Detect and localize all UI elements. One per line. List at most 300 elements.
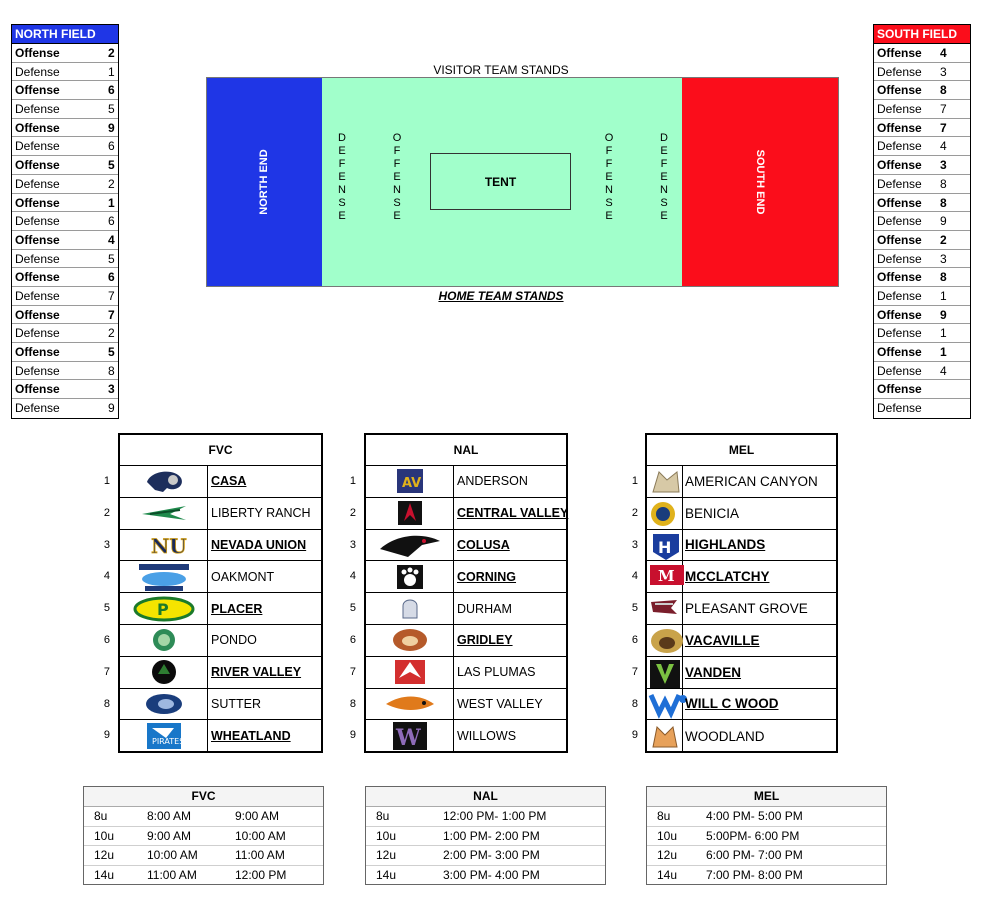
schedule-table-fvc <box>83 786 324 885</box>
rotation-label: Defense <box>15 251 60 266</box>
south-offense-zone-label <box>604 132 614 223</box>
north-end-label: NORTH END <box>258 149 270 215</box>
team-rank: 3 <box>103 538 110 551</box>
schedule-row <box>366 866 605 885</box>
redhawk-icon <box>378 531 442 559</box>
home-stands-label: HOME TEAM STANDS <box>438 289 564 303</box>
end-time: 12:00 PM <box>235 867 287 882</box>
rotation-number: 7 <box>940 102 947 117</box>
rotation-label: Offense <box>15 158 60 173</box>
paw-icon <box>395 563 425 591</box>
rams-icon <box>141 468 187 494</box>
rotation-label: Defense <box>15 139 60 154</box>
rotation-number: 7 <box>108 288 115 303</box>
husky-icon <box>144 692 184 716</box>
rotation-row <box>874 362 970 381</box>
team-name: AMERICAN CANYON <box>685 473 818 489</box>
team-name: WILLOWS <box>457 729 517 744</box>
rotation-label: Offense <box>15 345 60 359</box>
rotation-number: 6 <box>108 270 115 285</box>
rotation-number: 8 <box>108 363 115 378</box>
thunderbird-icon <box>393 658 427 686</box>
team-row <box>366 689 566 721</box>
rotation-row <box>874 100 970 119</box>
wolf-icon <box>647 466 683 497</box>
pirates-icon <box>120 720 208 752</box>
bulldogs-icon <box>649 627 681 653</box>
team-row <box>366 720 566 752</box>
team-row <box>120 498 321 530</box>
schedule-row <box>647 827 886 847</box>
team-row <box>647 657 836 689</box>
team-rank: 2 <box>349 506 356 519</box>
rotation-label: Defense <box>877 363 922 378</box>
north-offense-zone-label <box>392 132 402 223</box>
rotation-label: Defense <box>15 214 60 229</box>
age-group: 12u <box>94 848 115 862</box>
zone-letter: S <box>338 197 346 209</box>
team-row <box>120 561 321 593</box>
paw-icon <box>366 561 454 592</box>
rotation-number: 2 <box>108 46 115 60</box>
age-group: 12u <box>376 848 397 862</box>
time-range: 2:00 PM- 3:00 PM <box>443 848 540 862</box>
redhawk-icon <box>366 530 454 561</box>
team-row <box>366 561 566 593</box>
rotation-row <box>12 287 118 306</box>
schedule-row <box>84 807 323 827</box>
zone-letter: O <box>604 132 614 144</box>
rotation-number: 3 <box>108 382 115 397</box>
falcons-icon <box>396 499 424 527</box>
team-row <box>647 720 836 752</box>
team-rank: 5 <box>103 602 110 615</box>
team-name: BENICIA <box>685 505 740 521</box>
rotation-row <box>874 63 970 82</box>
team-rank: 6 <box>103 634 110 646</box>
zone-letter: F <box>393 158 401 170</box>
zone-letter: F <box>660 158 668 170</box>
team-rank: 9 <box>631 729 638 742</box>
team-row <box>120 530 321 562</box>
team-rank: 7 <box>103 665 110 678</box>
rotation-label: Offense <box>877 307 922 322</box>
north-field-title: NORTH FIELD <box>12 25 118 44</box>
tent-box <box>430 153 571 210</box>
rotation-row <box>12 81 118 100</box>
rotation-row <box>874 231 970 250</box>
league-table-fvc <box>118 433 323 753</box>
svg-text:AV: AV <box>401 476 421 492</box>
south-field-title: SOUTH FIELD <box>874 25 970 44</box>
rotation-label: Offense <box>15 382 60 397</box>
age-group: 14u <box>376 867 397 882</box>
field-diagram <box>206 77 839 287</box>
svg-text:P: P <box>156 599 169 619</box>
team-rank: 1 <box>349 475 356 487</box>
schedule-row <box>647 846 886 866</box>
team-rank: 2 <box>103 506 110 519</box>
team-name: SUTTER <box>211 696 261 711</box>
time-range: 12:00 PM- 1:00 PM <box>443 809 547 823</box>
team-rank: 8 <box>103 697 110 710</box>
rotation-row <box>874 287 970 306</box>
rotation-number: 7 <box>940 120 947 135</box>
rotation-row <box>874 268 970 287</box>
rotation-label: Offense <box>877 232 922 247</box>
visitor-stands-label: VISITOR TEAM STANDS <box>433 63 569 77</box>
eagles-icon <box>647 593 683 624</box>
rotation-row <box>874 380 970 399</box>
team-name: CORNING <box>457 569 517 584</box>
team-rank: 5 <box>349 602 356 615</box>
rotation-row <box>874 137 970 156</box>
rotation-label: Defense <box>15 401 60 416</box>
rotation-label: Offense <box>15 46 60 60</box>
rotation-number: 3 <box>940 158 947 173</box>
rotation-number: 4 <box>940 139 947 154</box>
rotation-label: Offense <box>15 195 60 210</box>
rotation-row <box>12 250 118 269</box>
rotation-row <box>12 44 118 63</box>
team-row <box>120 593 321 625</box>
age-group: 10u <box>376 828 397 843</box>
wolves-icon <box>649 723 681 749</box>
rotation-row <box>874 343 970 362</box>
team-rank: 9 <box>349 729 356 742</box>
rotation-number: 2 <box>940 232 947 247</box>
time-range: 1:00 PM- 2:00 PM <box>443 828 540 843</box>
rotation-row <box>12 119 118 138</box>
rotation-label: Defense <box>15 288 60 303</box>
rotation-label: Defense <box>877 288 922 303</box>
team-rank: 3 <box>631 538 638 551</box>
schedule-table-mel <box>646 786 887 885</box>
rotation-number: 4 <box>940 46 947 60</box>
rotation-row <box>12 137 118 156</box>
team-name: PLEASANT GROVE <box>685 601 808 617</box>
rotation-number: 4 <box>108 232 115 247</box>
age-group: 10u <box>94 828 115 843</box>
seal-icon <box>120 625 208 656</box>
rotation-row <box>874 324 970 343</box>
team-row <box>647 593 836 625</box>
time-range: 4:00 PM- 5:00 PM <box>706 809 803 823</box>
rotation-label: Offense <box>15 120 60 135</box>
rotation-row <box>874 119 970 138</box>
team-rank: 3 <box>349 538 356 551</box>
rotation-label: Defense <box>877 139 922 154</box>
rotation-number: 3 <box>940 251 947 266</box>
vikings-icon <box>137 562 191 592</box>
v-icon <box>647 657 683 688</box>
rotation-label: Offense <box>15 307 60 322</box>
rotation-row <box>12 306 118 325</box>
rotation-label: Offense <box>877 270 922 285</box>
rotation-label: Defense <box>15 176 60 191</box>
team-name: LIBERTY RANCH <box>211 506 311 521</box>
zone-letter: S <box>605 197 613 209</box>
team-rank: 4 <box>103 570 110 583</box>
south-defense-zone-label <box>659 132 669 223</box>
trojan-icon <box>399 596 421 622</box>
north-defense-zone-label <box>337 132 347 223</box>
rotation-number: 9 <box>108 120 115 135</box>
time-range: 6:00 PM- 7:00 PM <box>706 848 803 862</box>
rotation-row <box>12 399 118 418</box>
wolves-icon <box>647 720 683 752</box>
age-group: 12u <box>657 848 678 862</box>
zone-letter: E <box>338 171 346 183</box>
m-icon <box>649 564 681 590</box>
team-name: VANDEN <box>685 664 742 680</box>
rotation-number: 6 <box>108 214 115 229</box>
bulldogs-icon <box>647 625 683 656</box>
eagle-icon <box>366 689 454 720</box>
team-row <box>120 689 321 721</box>
rotation-label: Defense <box>15 326 60 341</box>
nu-icon <box>120 530 208 561</box>
zone-letter: D <box>338 132 346 144</box>
zone-letter: F <box>393 145 401 157</box>
age-group: 10u <box>657 828 678 843</box>
vikings-icon <box>120 561 208 592</box>
start-time: 11:00 AM <box>147 867 197 882</box>
thunderbird-icon <box>366 657 454 688</box>
team-name: NEVADA UNION <box>211 537 307 552</box>
panther-icon <box>649 500 681 526</box>
rotation-row <box>874 212 970 231</box>
rotation-label: Offense <box>15 83 60 98</box>
zone-letter: S <box>660 197 668 209</box>
zone-letter: E <box>393 210 401 222</box>
team-rank: 5 <box>631 602 638 615</box>
team-row <box>366 657 566 689</box>
team-name: MCCLATCHY <box>685 569 770 585</box>
league-table-mel <box>645 433 838 753</box>
zone-letter: E <box>660 145 668 157</box>
rotation-number: 1 <box>108 195 115 210</box>
age-group: 8u <box>94 809 108 823</box>
time-range: 7:00 PM- 8:00 PM <box>706 867 803 882</box>
rotation-label: Offense <box>877 120 922 135</box>
league-title: NAL <box>366 435 566 466</box>
rotation-number: 1 <box>940 326 947 341</box>
svg-text:H: H <box>657 537 671 557</box>
team-rank: 8 <box>349 697 356 710</box>
schedule-row <box>84 846 323 866</box>
team-rank: 2 <box>631 506 638 519</box>
rotation-row <box>12 380 118 399</box>
team-row <box>366 466 566 498</box>
rotation-label: Offense <box>877 83 922 98</box>
rotation-row <box>12 231 118 250</box>
rotation-number: 9 <box>940 307 947 322</box>
south-field-table <box>873 24 971 419</box>
time-range: 3:00 PM- 4:00 PM <box>443 867 540 882</box>
zone-letter: D <box>660 132 668 144</box>
bulldog-icon <box>366 625 454 656</box>
team-rank: 8 <box>631 697 638 710</box>
team-row <box>366 530 566 562</box>
end-time: 11:00 AM <box>235 848 285 862</box>
schedule-row <box>647 807 886 827</box>
team-row <box>647 530 836 562</box>
svg-text:W: W <box>395 725 421 752</box>
wildcat-icon <box>647 689 683 720</box>
zone-letter: E <box>660 171 668 183</box>
team-name: RIVER VALLEY <box>211 665 302 680</box>
tent-label: TENT <box>484 174 517 189</box>
rotation-label: Offense <box>877 195 922 210</box>
rotation-row <box>12 100 118 119</box>
team-rank: 6 <box>631 634 638 646</box>
zone-letter: E <box>338 145 346 157</box>
rotation-row <box>12 362 118 381</box>
team-row <box>647 498 836 530</box>
rotation-label: Offense <box>877 345 922 359</box>
zone-letter: E <box>605 171 613 183</box>
rotation-row <box>874 194 970 213</box>
team-rank: 1 <box>103 475 110 487</box>
falcon-icon <box>150 658 178 686</box>
team-name: PLACER <box>211 601 263 616</box>
rotation-row <box>874 44 970 63</box>
schedule-title: FVC <box>84 787 323 807</box>
zone-letter: O <box>392 132 402 144</box>
trojan-icon <box>366 593 454 624</box>
p-icon <box>120 593 208 624</box>
start-time: 10:00 AM <box>147 848 198 862</box>
rotation-label: Offense <box>877 382 922 397</box>
north-field-table <box>11 24 119 419</box>
rotation-row <box>874 81 970 100</box>
team-row <box>120 466 321 498</box>
w-icon <box>392 721 428 751</box>
m-icon <box>647 561 683 592</box>
wolf-icon <box>649 468 681 494</box>
rotation-row <box>12 324 118 343</box>
rotation-label: Defense <box>877 401 922 416</box>
south-end-zone <box>682 78 838 286</box>
rotation-number: 8 <box>940 195 947 210</box>
wildcat-icon <box>649 691 681 717</box>
team-rank: 9 <box>103 729 110 742</box>
rotation-row <box>12 156 118 175</box>
zone-letter: F <box>605 145 613 157</box>
eagle-icon <box>384 692 436 716</box>
schedule-row <box>647 866 886 885</box>
team-name: ANDERSON <box>457 474 528 489</box>
team-name: HIGHLANDS <box>685 537 766 553</box>
end-time: 10:00 AM <box>235 828 286 843</box>
rotation-label: Defense <box>877 214 922 229</box>
rotation-number: 1 <box>108 64 115 79</box>
rotation-row <box>874 399 970 418</box>
team-row <box>647 466 836 498</box>
rotation-number: 9 <box>108 401 115 416</box>
north-end-zone <box>207 78 322 286</box>
rotation-number: 2 <box>108 326 115 341</box>
team-row <box>366 498 569 530</box>
rotation-row <box>874 306 970 325</box>
rotation-number: 2 <box>108 176 115 191</box>
rotation-number: 5 <box>108 102 115 117</box>
rotation-number: 6 <box>108 83 115 98</box>
rotation-number: 8 <box>940 176 947 191</box>
team-rank: 7 <box>349 665 356 678</box>
age-group: 8u <box>376 809 390 823</box>
rotation-row <box>12 212 118 231</box>
schedule-row <box>84 866 323 885</box>
rotation-number: 5 <box>108 345 115 359</box>
zone-letter: F <box>605 158 613 170</box>
age-group: 14u <box>657 867 678 882</box>
rotation-row <box>12 268 118 287</box>
league-title: MEL <box>647 435 836 466</box>
schedule-row <box>366 846 605 866</box>
zone-letter: N <box>660 184 668 196</box>
rotation-row <box>12 194 118 213</box>
time-range: 5:00PM- 6:00 PM <box>706 828 800 843</box>
zone-letter: N <box>393 184 401 196</box>
team-rank: 1 <box>631 475 638 487</box>
svg-text:PIRATES: PIRATES <box>151 737 184 747</box>
panther-icon <box>647 498 683 529</box>
cubs-icon <box>366 466 454 497</box>
team-name: VACAVILLE <box>685 632 760 648</box>
rotation-number: 7 <box>108 307 115 322</box>
rotation-row <box>874 175 970 194</box>
rotation-number: 8 <box>940 83 947 98</box>
start-time: 9:00 AM <box>147 828 192 843</box>
team-row <box>120 657 321 689</box>
zone-letter: N <box>605 184 613 196</box>
hawk-icon <box>120 498 208 529</box>
team-row <box>366 593 566 625</box>
rotation-number: 8 <box>940 270 947 285</box>
rotation-row <box>12 63 118 82</box>
p-icon <box>133 596 195 622</box>
team-row <box>120 720 321 752</box>
team-name: WOODLAND <box>685 728 765 744</box>
league-table-nal <box>364 433 568 753</box>
falcon-icon <box>120 657 208 688</box>
team-name: CASA <box>211 474 247 489</box>
end-time: 9:00 AM <box>235 809 280 823</box>
rotation-label: Offense <box>15 232 60 247</box>
rotation-label: Offense <box>877 46 922 60</box>
v-icon <box>649 659 681 685</box>
rotation-number: 5 <box>108 158 115 173</box>
team-row <box>647 625 836 657</box>
team-rank: 6 <box>349 634 356 646</box>
nu-icon <box>149 531 187 559</box>
team-row <box>647 689 836 721</box>
bulldog-icon <box>391 627 429 653</box>
rotation-label: Defense <box>15 363 60 378</box>
schedule-title: NAL <box>366 787 605 807</box>
team-name: GRIDLEY <box>457 633 513 648</box>
svg-text:M: M <box>657 566 675 585</box>
rotation-row <box>874 156 970 175</box>
schedule-table-nal <box>365 786 606 885</box>
rotation-number: 9 <box>940 214 947 229</box>
svg-text:NU: NU <box>150 533 187 558</box>
team-name: WILL C WOOD <box>685 696 779 712</box>
rotation-number: 3 <box>940 64 947 79</box>
zone-letter: S <box>393 197 401 209</box>
